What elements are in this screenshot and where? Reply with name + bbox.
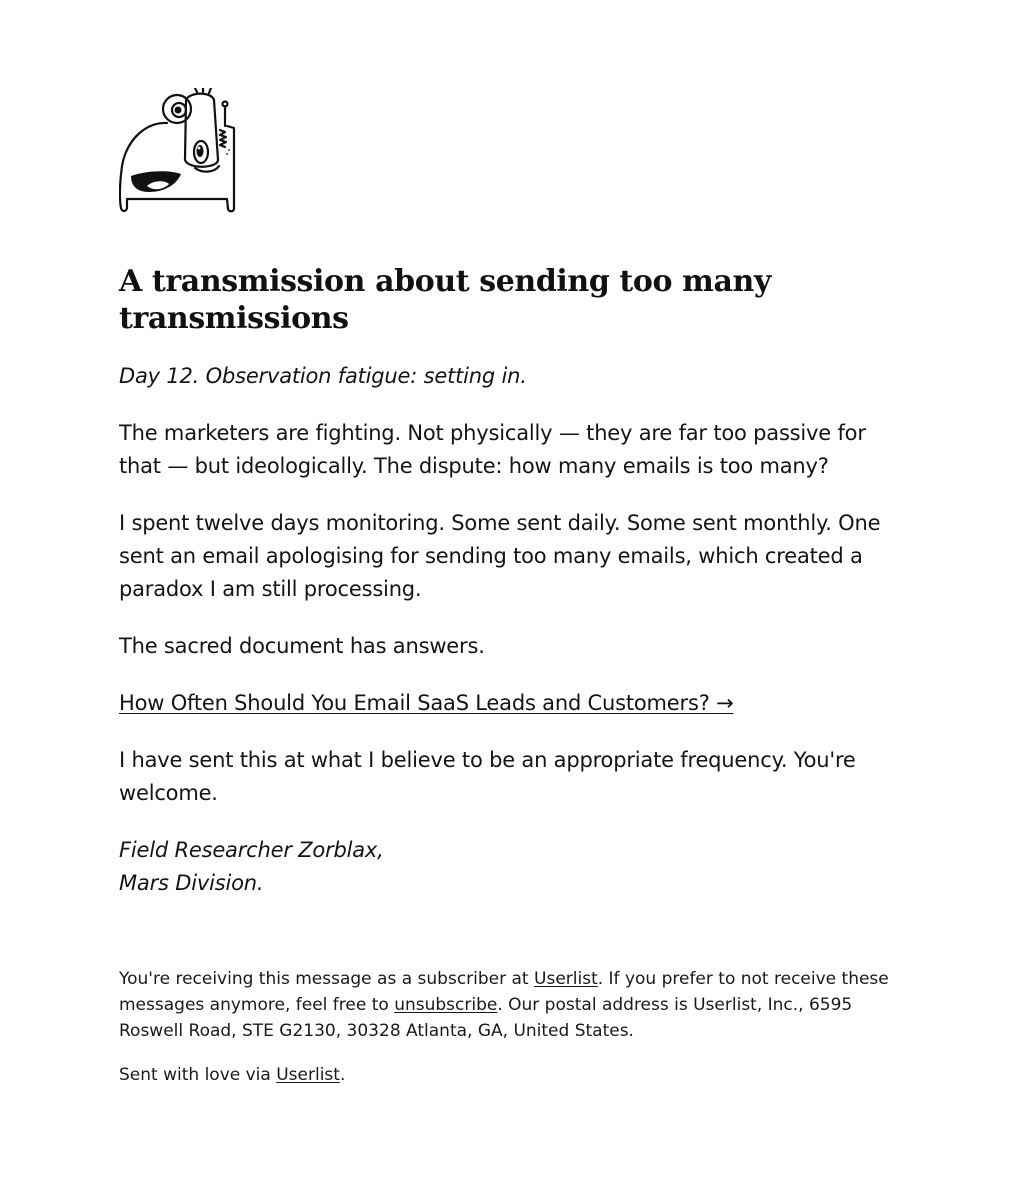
signature-name: Field Researcher Zorblax, <box>119 838 384 862</box>
article-link[interactable]: How Often Should You Email SaaS Leads and Customers? → <box>119 691 734 715</box>
signature-division: Mars Division. <box>119 871 264 895</box>
footer-text: . If you prefer to not receive these messages anymore, feel free to <box>119 969 889 1015</box>
alien-mascot-icon <box>119 88 239 214</box>
footer-text: . <box>339 1065 346 1085</box>
userlist-link[interactable]: Userlist <box>276 1065 340 1085</box>
footer-sent-with <box>119 1062 889 1088</box>
paragraph: I spent twelve days monitoring. Some sent daily. Some sent monthly. One sent an email apologising for sending too many emails, which created a paradox I am still processing. <box>119 511 881 601</box>
signature <box>119 834 899 900</box>
email-footer <box>119 966 889 1106</box>
footer-text: Sent with love via <box>119 1065 277 1085</box>
footer-text: You're receiving this message as a subscriber at <box>119 969 535 989</box>
userlist-link[interactable]: Userlist <box>534 969 598 989</box>
paragraph: The marketers are fighting. Not physically — they are far too passive for that — but ideologically. The dispute: how many emails is too many? <box>119 421 866 478</box>
footer-address: . Our postal address is Userlist, Inc., 6595 Roswell Road, STE G2130, 30328 Atlanta, GA, United States. <box>119 995 853 1041</box>
paragraph: The sacred document has answers. <box>119 634 485 658</box>
email-body <box>119 360 899 924</box>
email-title: A transmission about sending too many transmissions <box>119 264 771 336</box>
article-link-paragraph <box>119 687 899 720</box>
closing-paragraph: I have sent this at what I believe to be an appropriate frequency. You're welcome. <box>119 748 856 805</box>
intro-line: Day 12. Observation fatigue: setting in. <box>119 364 527 388</box>
footer-notice <box>119 966 889 1044</box>
unsubscribe-link[interactable]: unsubscribe <box>394 995 498 1015</box>
